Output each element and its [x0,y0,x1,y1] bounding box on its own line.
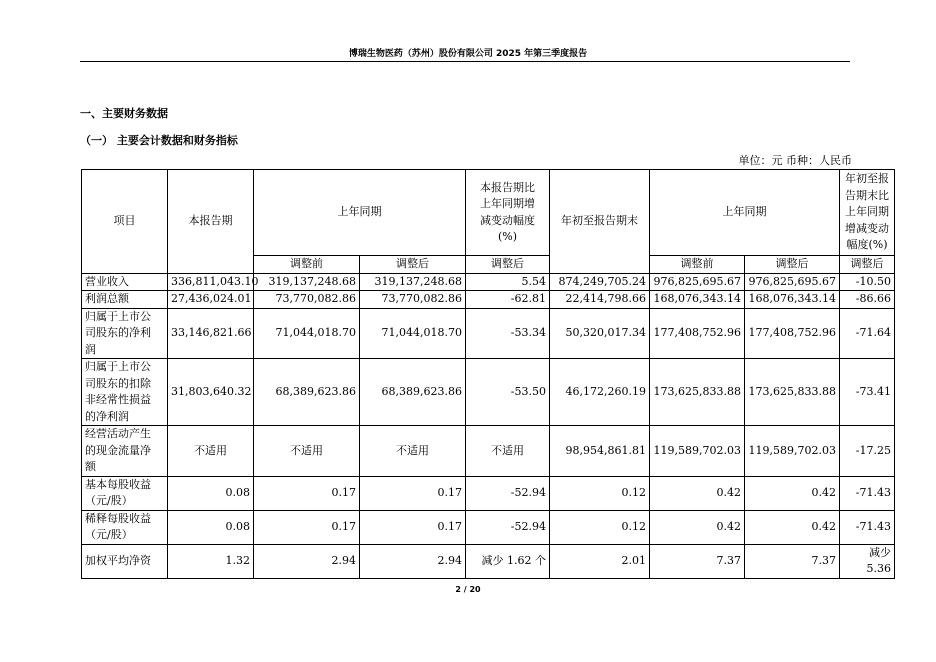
cell-ytd: 0.12 [550,476,650,510]
cell-ytd: 2.01 [550,544,650,578]
cell-prior-after-adjustment: 71,044,018.70 [360,308,466,359]
cell-prior-before-adjustment: 68,389,623.86 [254,359,360,426]
cell-prior-ytd-after-adjustment: 976,825,695.67 [745,273,840,291]
subheader-after-adjustment: 调整后 [840,256,895,274]
section-title-accounting-data: （一） 主要会计数据和财务指标 [80,134,238,147]
cell-ytd-change-pct: -17.25 [840,426,895,477]
table-row [82,308,895,359]
cell-prior-before-adjustment: 不适用 [254,426,360,477]
header-change-pct: 本报告期比 上年同期增 减变动幅度 (%) [466,170,550,256]
cell-ytd-change-pct: 减少 5.36 [840,544,895,578]
cell-change-pct: -52.94 [466,476,550,510]
cell-prior-ytd-after-adjustment: 119,589,702.03 [745,426,840,477]
cell-current-period: 336,811,043.10 [168,273,254,291]
subheader-before-adjustment: 调整前 [650,256,745,274]
row-label: 经营活动产生 的现金流量净 额 [82,426,168,477]
cell-prior-ytd-after-adjustment: 173,625,833.88 [745,359,840,426]
cell-ytd: 46,172,260.19 [550,359,650,426]
cell-prior-ytd-after-adjustment: 177,408,752.96 [745,308,840,359]
header-prior-same-period: 上年同期 [254,170,466,256]
table-row [82,544,895,578]
cell-current-period: 1.32 [168,544,254,578]
cell-prior-before-adjustment: 319,137,248.68 [254,273,360,291]
cell-ytd: 0.12 [550,510,650,544]
cell-prior-ytd-before-adjustment: 119,589,702.03 [650,426,745,477]
cell-ytd: 50,320,017.34 [550,308,650,359]
row-label: 营业收入 [82,273,168,291]
cell-prior-after-adjustment: 0.17 [360,510,466,544]
subheader-after-adjustment: 调整后 [360,256,466,274]
document-header: 博瑞生物医药（苏州）股份有限公司 2025 年第三季度报告 [348,49,588,59]
cell-change-pct: -53.34 [466,308,550,359]
cell-ytd-change-pct: -71.43 [840,476,895,510]
cell-ytd: 22,414,798.66 [550,291,650,309]
cell-change-pct: -53.50 [466,359,550,426]
cell-change-pct: 不适用 [466,426,550,477]
cell-prior-after-adjustment: 0.17 [360,476,466,510]
cell-ytd-change-pct: -71.43 [840,510,895,544]
cell-prior-before-adjustment: 0.17 [254,476,360,510]
table-row [82,426,895,477]
cell-prior-ytd-before-adjustment: 7.37 [650,544,745,578]
row-label: 基本每股收益 （元/股） [82,476,168,510]
header-ytd-change-pct: 年初至报 告期末比 上年同期 增减变动 幅度(%) [840,170,895,256]
table-header-row [82,170,895,256]
cell-prior-ytd-before-adjustment: 173,625,833.88 [650,359,745,426]
section-title-main-financial-data: 一、主要财务数据 [80,107,168,120]
cell-prior-ytd-after-adjustment: 0.42 [745,510,840,544]
cell-prior-before-adjustment: 73,770,082.86 [254,291,360,309]
row-label: 加权平均净资 [82,544,168,578]
page-number: 2 / 20 [455,585,481,594]
subheader-after-adjustment: 调整后 [466,256,550,274]
cell-change-pct: -52.94 [466,510,550,544]
subheader-before-adjustment: 调整前 [254,256,360,274]
header-rule [80,61,850,62]
cell-change-pct: 减少 1.62 个 [466,544,550,578]
cell-current-period: 0.08 [168,476,254,510]
cell-prior-before-adjustment: 0.17 [254,510,360,544]
cell-prior-after-adjustment: 319,137,248.68 [360,273,466,291]
table-row [82,476,895,510]
cell-prior-ytd-before-adjustment: 976,825,695.67 [650,273,745,291]
table-row [82,273,895,291]
cell-ytd: 874,249,705.24 [550,273,650,291]
header-prior-same-period-ytd: 上年同期 [650,170,840,256]
cell-prior-ytd-after-adjustment: 0.42 [745,476,840,510]
cell-prior-after-adjustment: 2.94 [360,544,466,578]
cell-prior-after-adjustment: 不适用 [360,426,466,477]
cell-prior-after-adjustment: 68,389,623.86 [360,359,466,426]
table-row [82,510,895,544]
row-label: 归属于上市公 司股东的净利 润 [82,308,168,359]
cell-current-period: 27,436,024.01 [168,291,254,309]
header-current-period: 本报告期 [168,170,254,274]
cell-prior-before-adjustment: 71,044,018.70 [254,308,360,359]
cell-prior-ytd-after-adjustment: 168,076,343.14 [745,291,840,309]
cell-current-period: 33,146,821.66 [168,308,254,359]
cell-current-period: 不适用 [168,426,254,477]
cell-current-period: 0.08 [168,510,254,544]
row-label: 利润总额 [82,291,168,309]
cell-prior-before-adjustment: 2.94 [254,544,360,578]
table-row [82,291,895,309]
table-row [82,359,895,426]
cell-current-period: 31,803,640.32 [168,359,254,426]
cell-ytd-change-pct: -10.50 [840,273,895,291]
cell-prior-ytd-before-adjustment: 177,408,752.96 [650,308,745,359]
cell-ytd: 98,954,861.81 [550,426,650,477]
financial-data-table [81,169,895,579]
cell-ytd-change-pct: -73.41 [840,359,895,426]
cell-prior-ytd-before-adjustment: 0.42 [650,476,745,510]
row-label: 稀释每股收益 （元/股） [82,510,168,544]
cell-prior-ytd-before-adjustment: 0.42 [650,510,745,544]
cell-ytd-change-pct: -86.66 [840,291,895,309]
header-ytd: 年初至报告期末 [550,170,650,274]
unit-currency-note: 单位：元 币种：人民币 [738,154,852,167]
header-item: 项目 [82,170,168,274]
subheader-after-adjustment: 调整后 [745,256,840,274]
cell-change-pct: -62.81 [466,291,550,309]
cell-prior-ytd-after-adjustment: 7.37 [745,544,840,578]
row-label: 归属于上市公 司股东的扣除 非经常性损益 的净利润 [82,359,168,426]
cell-prior-ytd-before-adjustment: 168,076,343.14 [650,291,745,309]
cell-ytd-change-pct: -71.64 [840,308,895,359]
cell-change-pct: 5.54 [466,273,550,291]
cell-prior-after-adjustment: 73,770,082.86 [360,291,466,309]
